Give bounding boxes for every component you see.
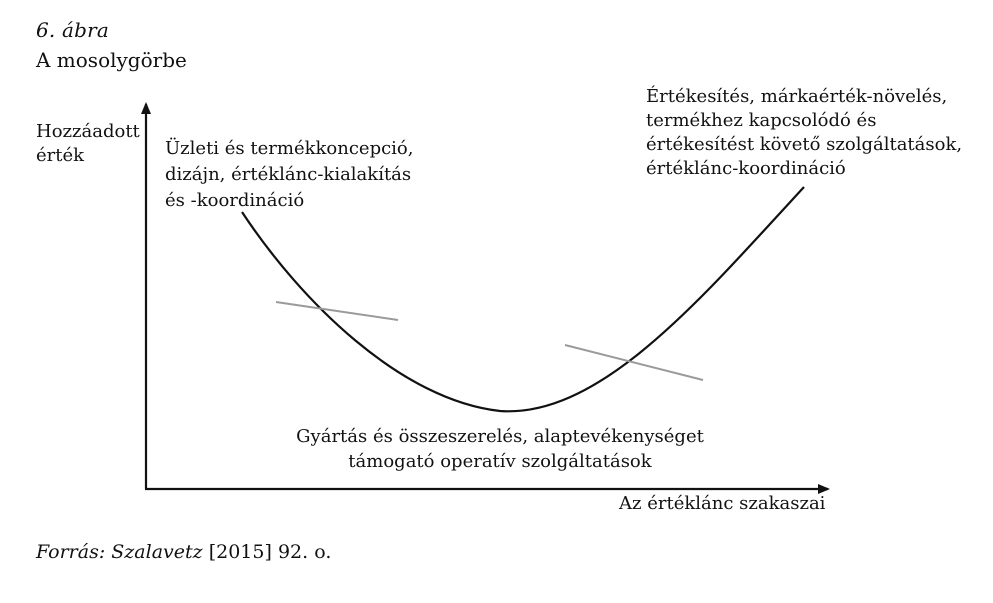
annotation-line: Gyártás és összeszerelés, alaptevékenységet bbox=[296, 426, 704, 447]
annotation-line: értékesítést követő szolgáltatások, bbox=[646, 134, 963, 155]
source-page: 92. o. bbox=[277, 541, 332, 563]
figure-title: A mosolygörbe bbox=[36, 48, 187, 72]
x-axis-label: Az értéklánc szakaszai bbox=[619, 493, 826, 514]
annotation-line: termékhez kapcsolódó és bbox=[646, 110, 877, 131]
annotation-downstream bbox=[646, 85, 966, 181]
separator-line-right bbox=[565, 345, 703, 380]
y-axis-label-line: Hozzáadott bbox=[36, 121, 140, 142]
annotation-line: támogató operatív szolgáltatások bbox=[348, 451, 652, 472]
source-author: Szalavetz bbox=[111, 541, 203, 563]
source-citation bbox=[36, 541, 331, 563]
annotation-line: Értékesítés, márkaérték-növelés, bbox=[646, 86, 948, 107]
figure-label: 6. ábra bbox=[36, 18, 110, 42]
source-label: Forrás: bbox=[36, 541, 106, 563]
annotation-line: és -koordináció bbox=[165, 190, 305, 211]
y-axis-label bbox=[36, 120, 156, 168]
annotation-line: Üzleti és termékkoncepció, bbox=[165, 138, 414, 159]
y-axis-label-line: érték bbox=[36, 145, 85, 166]
annotation-upstream bbox=[165, 136, 425, 214]
annotation-line: dizájn, értéklánc-kialakítás bbox=[165, 164, 412, 185]
separator-line-left bbox=[276, 302, 398, 320]
annotation-line: értéklánc-koordináció bbox=[646, 158, 846, 179]
source-year: [2015] bbox=[208, 541, 272, 563]
annotation-midstream bbox=[290, 424, 710, 474]
smile-curve bbox=[242, 187, 804, 411]
